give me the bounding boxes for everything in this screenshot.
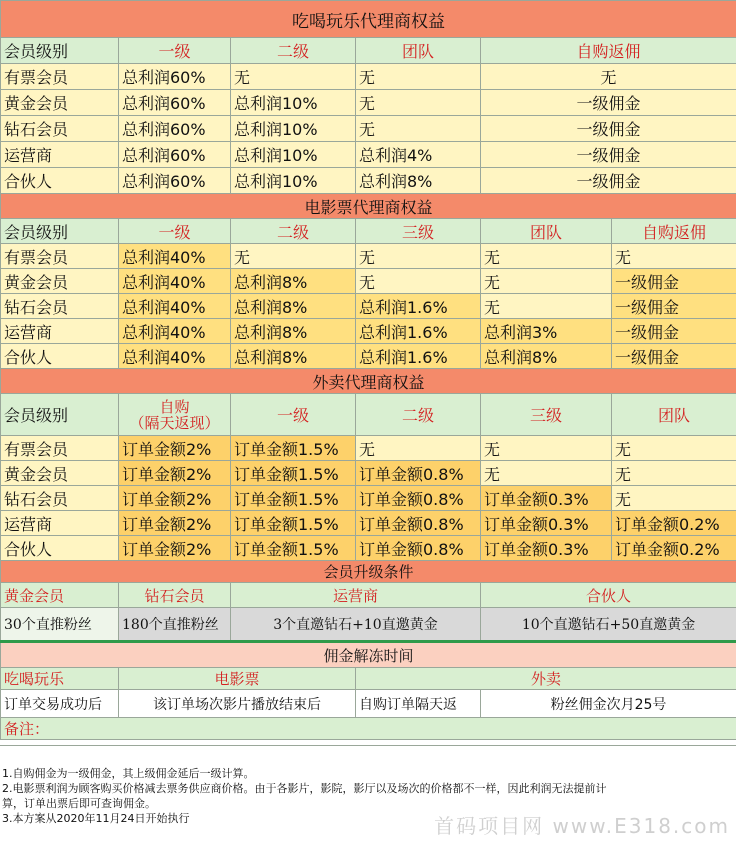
remark-line: 算，订单出票后即可查询佣金。 [0, 796, 736, 811]
cell: 总利润60% [119, 116, 231, 142]
member-level: 黄金会员 [1, 461, 119, 486]
takeout-header-l3: 三级 [481, 394, 612, 436]
cell: 无 [481, 294, 612, 319]
takeout-section-title: 外卖代理商权益 [1, 369, 736, 394]
cell: 无 [481, 64, 736, 90]
unfreeze-header-movie: 电影票 [119, 668, 356, 690]
takeout-row [1, 511, 736, 536]
cell: 总利润4% [356, 142, 481, 168]
remarks-notes [0, 745, 736, 841]
cell: 无 [356, 64, 481, 90]
cell: 无 [356, 116, 481, 142]
cell: 一级佣金 [612, 344, 736, 369]
upgrade-partner: 10个直邀钻石+50直邀黄金 [481, 608, 736, 642]
remark-line: 3.本方案从2020年11月24日开始执行 [0, 811, 736, 826]
eat-header-team: 团队 [356, 38, 481, 64]
unfreeze-section-title: 佣金解冻时间 [1, 642, 736, 668]
unfreeze-movie: 该订单场次影片播放结束后 [119, 690, 356, 718]
cell: 订单金额0.2% [612, 511, 736, 536]
cell: 订单金额0.8% [356, 536, 481, 561]
movie-section-title: 电影票代理商权益 [1, 194, 736, 219]
cell: 订单金额2% [119, 436, 231, 461]
cell: 总利润40% [119, 244, 231, 269]
cell: 无 [356, 90, 481, 116]
selfbuy-note: （隔天返现） [129, 414, 219, 432]
eat-row [1, 116, 736, 142]
movie-row [1, 294, 736, 319]
member-level: 合伙人 [1, 168, 119, 194]
cell: 一级佣金 [612, 269, 736, 294]
unfreeze-header-takeout: 外卖 [356, 668, 736, 690]
cell: 订单金额1.5% [231, 486, 356, 511]
cell: 一级佣金 [481, 90, 736, 116]
cell: 一级佣金 [612, 294, 736, 319]
cell: 总利润8% [356, 168, 481, 194]
cell: 总利润60% [119, 64, 231, 90]
member-level: 合伙人 [1, 536, 119, 561]
remark-line: 2.电影票利润为顾客购买价格减去票务供应商价格。由于各影片，影院，影厅以及场次的价格都不一样，因此利润无法提前计 [0, 781, 736, 796]
cell: 订单金额2% [119, 511, 231, 536]
unfreeze-takeout-fans: 粉丝佣金次月25号 [481, 690, 736, 718]
cell: 总利润1.6% [356, 344, 481, 369]
cell: 无 [612, 486, 736, 511]
takeout-header-team: 团队 [612, 394, 736, 436]
cell: 订单金额0.3% [481, 536, 612, 561]
member-level: 钻石会员 [1, 486, 119, 511]
movie-header-l1: 一级 [119, 219, 231, 244]
cell: 订单金额2% [119, 486, 231, 511]
movie-header-selfbuy: 自购返佣 [612, 219, 736, 244]
cell: 无 [481, 436, 612, 461]
cell: 无 [612, 244, 736, 269]
cell: 一级佣金 [481, 168, 736, 194]
cell: 总利润3% [481, 319, 612, 344]
eat-row [1, 168, 736, 194]
watermark: 首码项目网 www.E318.com [434, 810, 730, 839]
member-level: 合伙人 [1, 344, 119, 369]
cell: 订单金额1.5% [231, 511, 356, 536]
movie-row [1, 344, 736, 369]
cell: 总利润8% [231, 344, 356, 369]
upgrade-header-gold: 黄金会员 [1, 583, 119, 608]
eat-row [1, 64, 736, 90]
cell: 总利润40% [119, 269, 231, 294]
cell: 无 [356, 244, 481, 269]
selfbuy-label: 自购 [159, 398, 189, 416]
cell: 总利润8% [231, 319, 356, 344]
eat-header-level: 会员级别 [1, 38, 119, 64]
cell: 无 [356, 269, 481, 294]
member-level: 钻石会员 [1, 294, 119, 319]
cell: 总利润10% [231, 168, 356, 194]
cell: 无 [231, 64, 356, 90]
cell: 总利润1.6% [356, 294, 481, 319]
cell: 无 [612, 436, 736, 461]
eat-header-l2: 二级 [231, 38, 356, 64]
cell: 总利润8% [481, 344, 612, 369]
cell: 无 [481, 269, 612, 294]
member-level: 钻石会员 [1, 116, 119, 142]
takeout-header-level: 会员级别 [1, 394, 119, 436]
cell: 订单金额2% [119, 461, 231, 486]
takeout-row [1, 536, 736, 561]
takeout-header-selfbuy [119, 394, 231, 436]
movie-header-level: 会员级别 [1, 219, 119, 244]
upgrade-header-partner: 合伙人 [481, 583, 736, 608]
cell: 订单金额0.2% [612, 536, 736, 561]
cell: 总利润1.6% [356, 319, 481, 344]
cell: 总利润40% [119, 344, 231, 369]
movie-row [1, 319, 736, 344]
cell: 总利润8% [231, 269, 356, 294]
remarks-label: 备注： [1, 718, 736, 740]
movie-header-team: 团队 [481, 219, 612, 244]
member-level: 有票会员 [1, 436, 119, 461]
takeout-row [1, 436, 736, 461]
upgrade-section-title: 会员升级条件 [1, 561, 736, 583]
upgrade-gold: 30个直推粉丝 [1, 608, 119, 642]
cell: 订单金额0.8% [356, 461, 481, 486]
upgrade-operator: 3个直邀钻石+10直邀黄金 [231, 608, 481, 642]
upgrade-header-diamond: 钻石会员 [119, 583, 231, 608]
cell: 一级佣金 [481, 142, 736, 168]
cell: 总利润60% [119, 90, 231, 116]
takeout-header-l1: 一级 [231, 394, 356, 436]
takeout-row [1, 461, 736, 486]
eat-row [1, 90, 736, 116]
movie-header-l2: 二级 [231, 219, 356, 244]
cell: 订单金额2% [119, 536, 231, 561]
eat-section-title: 吃喝玩乐代理商权益 [1, 1, 736, 38]
cell: 总利润10% [231, 90, 356, 116]
cell: 无 [231, 244, 356, 269]
upgrade-diamond: 180个直推粉丝 [119, 608, 231, 642]
takeout-header-l2: 二级 [356, 394, 481, 436]
member-level: 运营商 [1, 142, 119, 168]
cell: 订单金额0.3% [481, 511, 612, 536]
unfreeze-eat: 订单交易成功后 [1, 690, 119, 718]
movie-header-l3: 三级 [356, 219, 481, 244]
cell: 一级佣金 [481, 116, 736, 142]
upgrade-header-operator: 运营商 [231, 583, 481, 608]
cell: 无 [612, 461, 736, 486]
cell: 总利润8% [231, 294, 356, 319]
movie-row [1, 244, 736, 269]
cell: 无 [481, 461, 612, 486]
member-level: 运营商 [1, 319, 119, 344]
cell: 总利润60% [119, 142, 231, 168]
cell: 无 [481, 244, 612, 269]
cell: 总利润10% [231, 142, 356, 168]
cell: 无 [356, 436, 481, 461]
cell: 总利润10% [231, 116, 356, 142]
movie-row [1, 269, 736, 294]
cell: 总利润60% [119, 168, 231, 194]
cell: 订单金额0.3% [481, 486, 612, 511]
eat-row [1, 142, 736, 168]
cell: 一级佣金 [612, 319, 736, 344]
unfreeze-takeout-self: 自购订单隔天返 [356, 690, 481, 718]
cell: 订单金额1.5% [231, 436, 356, 461]
member-level: 有票会员 [1, 64, 119, 90]
cell: 订单金额1.5% [231, 536, 356, 561]
member-level: 黄金会员 [1, 269, 119, 294]
remark-line: 1.自购佣金为一级佣金，其上级佣金延后一级计算。 [0, 766, 736, 781]
unfreeze-header-eat: 吃喝玩乐 [1, 668, 119, 690]
takeout-row [1, 486, 736, 511]
member-level: 有票会员 [1, 244, 119, 269]
cell: 订单金额1.5% [231, 461, 356, 486]
member-level: 黄金会员 [1, 90, 119, 116]
cell: 总利润40% [119, 319, 231, 344]
member-level: 运营商 [1, 511, 119, 536]
eat-header-l1: 一级 [119, 38, 231, 64]
cell: 订单金额0.8% [356, 486, 481, 511]
cell: 总利润40% [119, 294, 231, 319]
eat-header-selfbuy: 自购返佣 [481, 38, 736, 64]
cell: 订单金额0.8% [356, 511, 481, 536]
